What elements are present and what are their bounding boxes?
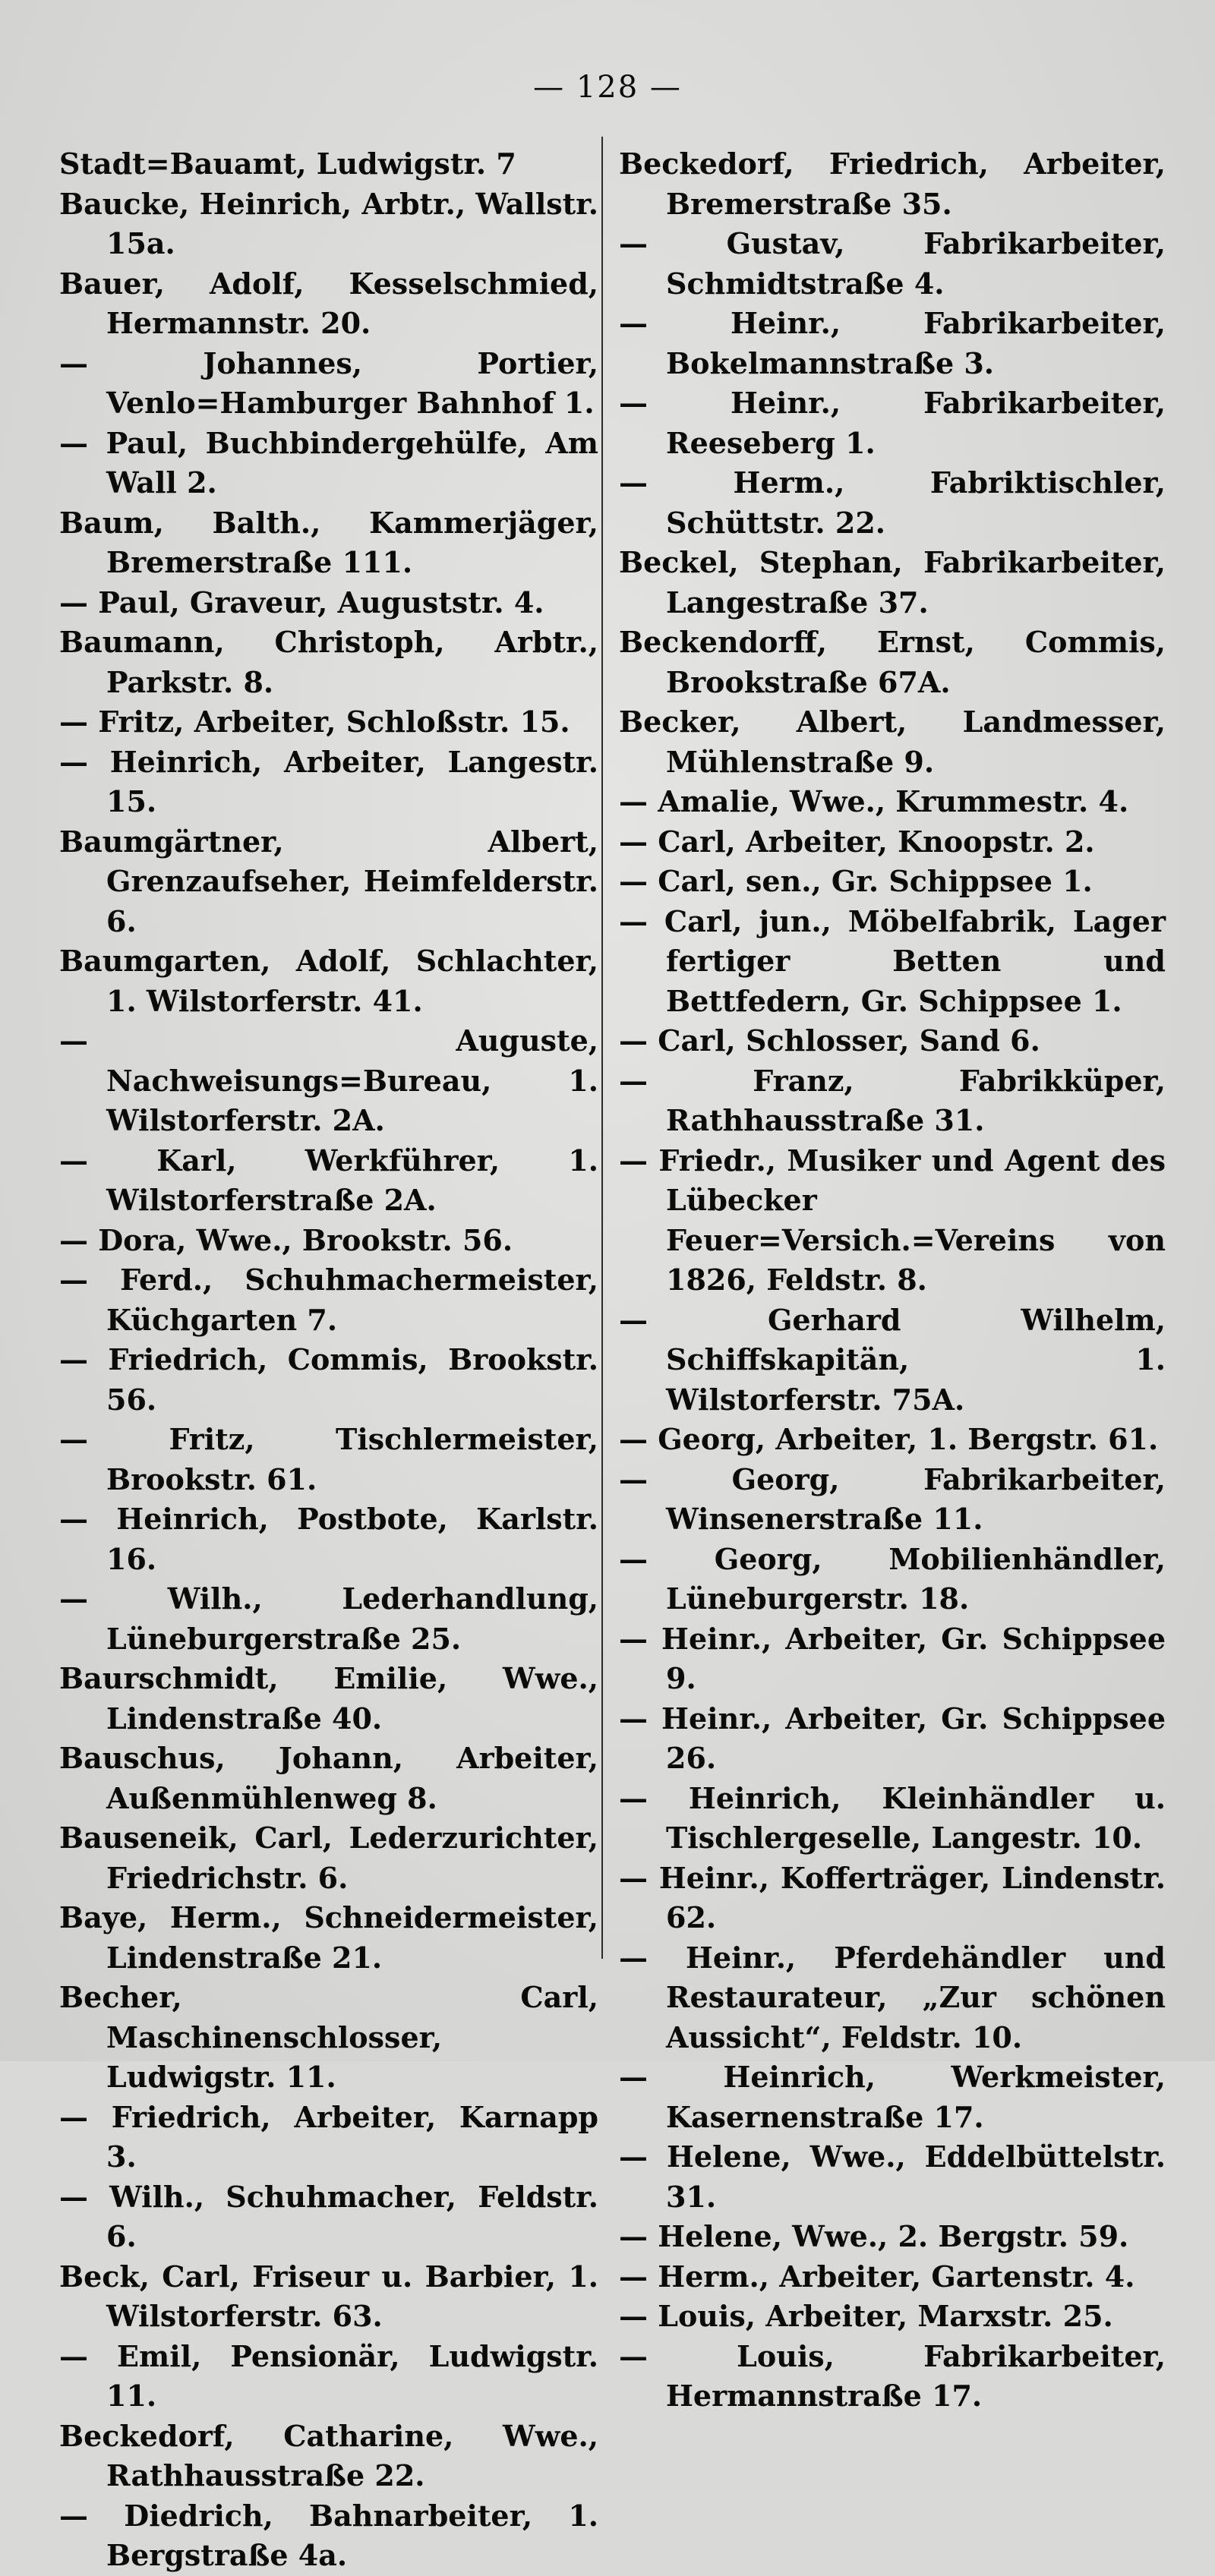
directory-entry: — Carl, sen., Gr. Schippsee 1.: [619, 864, 1093, 898]
directory-entry: — Heinr., Arbeiter, Gr. Schippsee 9.: [619, 1621, 1166, 1695]
directory-entry: — Diedrich, Bahnarbeiter, 1. Bergstraße 4a.: [59, 2498, 598, 2572]
directory-entry: — Heinr., Fabrikarbeiter, Bokelmannstraße 3.: [619, 306, 1166, 380]
directory-entry: — Georg, Arbeiter, 1. Bergstr. 61.: [619, 1422, 1159, 1456]
directory-entry: — Johannes, Portier, Venlo=Hamburger Bahnhof 1.: [59, 345, 598, 420]
directory-entry: — Gerhard Wilhelm, Schiffskapitän, 1. Wilstorferstr. 75A.: [619, 1302, 1166, 1417]
directory-entry: — Heinrich, Postbote, Karlstr. 16.: [59, 1502, 598, 1576]
directory-entry: Beckendorff, Ernst, Commis, Brookstraße 67A.: [619, 625, 1166, 699]
directory-entry: Baum, Balth., Kammerjäger, Bremerstraße 111.: [59, 505, 598, 579]
directory-entry: Baye, Herm., Schneidermeister, Lindenstraße 21.: [59, 1900, 598, 1975]
directory-entry: Bauseneik, Carl, Lederzurichter, Friedrichstr. 6.: [59, 1821, 598, 1895]
column-divider: [601, 137, 603, 1959]
right-column: [619, 144, 1166, 2417]
directory-entry: — Emil, Pensionär, Ludwigstr. 11.: [59, 2338, 598, 2413]
directory-entry: — Ferd., Schuhmachermeister, Küchgarten 7.: [59, 1263, 598, 1337]
directory-entry: — Franz, Fabrikküper, Rathhausstraße 31.: [619, 1063, 1166, 1137]
directory-entry: — Heinr., Arbeiter, Gr. Schippsee 26.: [619, 1701, 1166, 1775]
directory-entry: Beckel, Stephan, Fabrikarbeiter, Langestraße 37.: [619, 545, 1166, 620]
directory-entry: — Herm., Arbeiter, Gartenstr. 4.: [619, 2259, 1135, 2294]
directory-entry: Bauschus, Johann, Arbeiter, Außenmühlenweg 8.: [59, 1741, 598, 1815]
directory-entry: — Heinr., Fabrikarbeiter, Reeseberg 1.: [619, 386, 1166, 460]
directory-entry: — Karl, Werkführer, 1. Wilstorferstraße 2A.: [59, 1143, 598, 1217]
directory-entry: Becher, Carl, Maschinenschlosser, Ludwigstr. 11.: [59, 1980, 598, 2094]
directory-entry: — Dora, Wwe., Brookstr. 56.: [59, 1222, 513, 1257]
directory-entry: — Louis, Fabrikarbeiter, Hermannstraße 17.: [619, 2338, 1166, 2413]
directory-entry: — Fritz, Tischlermeister, Brookstr. 61.: [59, 1422, 598, 1496]
directory-entry: — Helene, Wwe., 2. Bergstr. 59.: [619, 2219, 1129, 2253]
directory-entry: — Heinrich, Arbeiter, Langestr. 15.: [59, 744, 598, 818]
directory-entry: — Georg, Mobilienhändler, Lüneburgerstr. 18.: [619, 1541, 1166, 1616]
directory-entry: Beckedorf, Catharine, Wwe., Rathhausstraße 22.: [59, 2418, 598, 2492]
directory-entry: Baurschmidt, Emilie, Wwe., Lindenstraße 40.: [59, 1661, 598, 1736]
directory-entry: — Paul, Graveur, Auguststr. 4.: [59, 585, 544, 620]
directory-entry: — Carl, Schlosser, Sand 6.: [619, 1023, 1040, 1058]
directory-entry: — Friedrich, Commis, Brookstr. 56.: [59, 1342, 598, 1417]
directory-entry: — Friedrich, Arbeiter, Karnapp 3.: [59, 2099, 598, 2174]
directory-entry: — Friedr., Musiker und Agent des Lübecker Feuer=Versich.=Vereins von 1826, Feldstr. 8.: [619, 1143, 1166, 1297]
directory-entry: Baumann, Christoph, Arbtr., Parkstr. 8.: [59, 625, 598, 699]
directory-entry: — Paul, Buchbindergehülfe, Am Wall 2.: [59, 425, 598, 500]
directory-entry: — Helene, Wwe., Eddelbüttelstr. 31.: [619, 2139, 1166, 2214]
directory-entry: Baucke, Heinrich, Arbtr., Wallstr. 15a.: [59, 186, 598, 260]
left-column: [59, 144, 598, 2576]
directory-entry: Becker, Albert, Landmesser, Mühlenstraße 9.: [619, 705, 1166, 779]
directory-entry: — Carl, Arbeiter, Knoopstr. 2.: [619, 824, 1095, 859]
directory-entry: — Gustav, Fabrikarbeiter, Schmidtstraße 4.: [619, 226, 1166, 301]
directory-entry: — Wilh., Lederhandlung, Lüneburgerstraße 25.: [59, 1581, 598, 1656]
directory-entry: — Wilh., Schuhmacher, Feldstr. 6.: [59, 2179, 598, 2253]
directory-entry: Baumgärtner, Albert, Grenzaufseher, Heimfelderstr. 6.: [59, 824, 598, 938]
directory-entry: Baumgarten, Adolf, Schlachter, 1. Wilstorferstr. 41.: [59, 944, 598, 1018]
directory-entry: — Louis, Arbeiter, Marxstr. 25.: [619, 2299, 1113, 2333]
directory-entry: Beck, Carl, Friseur u. Barbier, 1. Wilstorferstr. 63.: [59, 2259, 598, 2333]
directory-entry: — Auguste, Nachweisungs=Bureau, 1. Wilstorferstr. 2A.: [59, 1023, 598, 1137]
directory-entry: — Carl, jun., Möbelfabrik, Lager fertiger Betten und Bettfedern, Gr. Schippsee 1.: [619, 903, 1166, 1018]
directory-entry: — Amalie, Wwe., Krummestr. 4.: [619, 784, 1129, 818]
directory-entry: — Heinr., Kofferträger, Lindenstr. 62.: [619, 1860, 1166, 1934]
directory-entry: Bauer, Adolf, Kesselschmied, Hermannstr. 20.: [59, 266, 598, 340]
directory-entry: — Herm., Fabriktischler, Schüttstr. 22.: [619, 465, 1166, 540]
page-number: — 128 —: [533, 70, 682, 105]
directory-entry: — Georg, Fabrikarbeiter, Winsenerstraße 11.: [619, 1461, 1166, 1536]
directory-entry: — Heinrich, Kleinhändler u. Tischlergeselle, Langestr. 10.: [619, 1780, 1166, 1855]
directory-entry: Beckedorf, Friedrich, Arbeiter, Bremerstraße 35.: [619, 147, 1166, 221]
directory-entry: — Heinr., Pferdehändler und Restaurateur, „Zur schönen Aussicht“, Feldstr. 10.: [619, 1940, 1166, 2054]
directory-entry: — Heinrich, Werkmeister, Kasernenstraße 17.: [619, 2060, 1166, 2134]
directory-entry: Stadt=Bauamt, Ludwigstr. 7: [59, 147, 516, 181]
directory-entry: — Fritz, Arbeiter, Schloßstr. 15.: [59, 705, 570, 739]
